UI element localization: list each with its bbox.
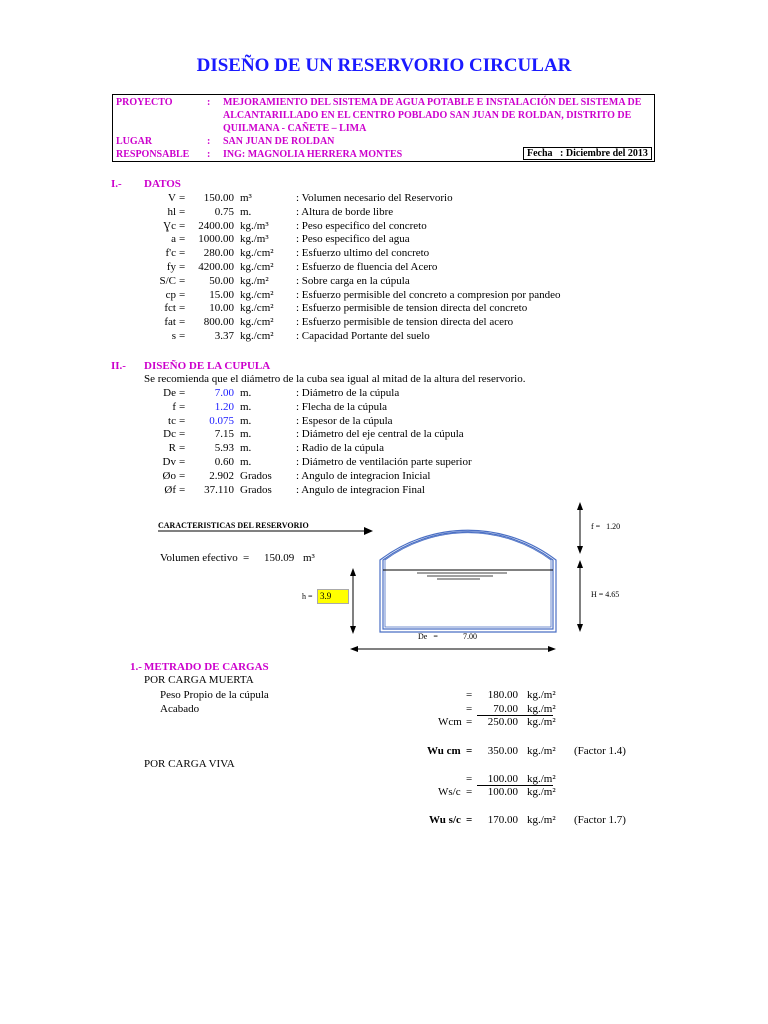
cupula-row-description: : Angulo de integracion Inicial (296, 469, 431, 482)
cupula-row-symbol: Dc (163, 428, 176, 441)
datos-row-eq: = (179, 302, 186, 315)
wu-sc-value: 170.00 (487, 814, 518, 826)
datos-row-symbol: Ɣc (163, 219, 176, 232)
carga-viva-title: POR CARGA VIVA (144, 758, 235, 770)
metrado-number: 1.- (130, 661, 142, 673)
datos-row-description: : Capacidad Portante del suelo (296, 330, 430, 342)
viva-eq: = (466, 773, 473, 785)
datos-row-value: 10.00 (209, 302, 234, 315)
datos-row-value: 15.00 (209, 288, 234, 301)
f-arrow-up (577, 502, 583, 510)
h-arrow-down (350, 626, 356, 634)
datos-row-symbol: cp (165, 288, 176, 301)
viva-value: 100.00 (487, 773, 518, 785)
datos-row-value: 3.37 (214, 330, 234, 342)
datos-row-unit: m³ (240, 192, 252, 204)
section-2-title: DISEÑO DE LA CUPULA (144, 360, 271, 372)
proyecto-label: PROYECTO (116, 97, 173, 108)
proyecto-line-2: ALCANTARILLADO EN EL CENTRO POBLADO SAN JUAN DE ROLDAN, DISTRITO DE (223, 110, 632, 121)
wu-sc-factor: (Factor 1.7) (574, 814, 626, 826)
datos-row-value: 150.00 (203, 192, 234, 204)
cupula-row-eq: = (179, 387, 186, 399)
acabado-label: Acabado (160, 703, 200, 715)
lugar-value: SAN JUAN DE ROLDAN (223, 136, 335, 147)
acabado-eq: = (466, 703, 473, 715)
datos-row-unit: kg./cm² (240, 247, 274, 260)
volumen-efectivo-value: 150.09 (264, 552, 295, 564)
datos-row-eq: = (179, 261, 186, 273)
metrado-title: METRADO DE CARGAS (144, 661, 269, 673)
datos-row-description: : Altura de borde libre (296, 205, 394, 218)
datos-row-symbol: fct (164, 302, 176, 315)
cupula-row-unit: m. (240, 456, 252, 468)
cupula-row-eq: = (179, 469, 186, 482)
datos-row-value: 0.75 (214, 205, 234, 218)
proyecto-line-3: QUILMANA - CAÑETE – LIMA (223, 123, 367, 134)
datos-row-eq: = (179, 274, 186, 287)
cupula-row-value: 1.20 (214, 400, 234, 413)
datos-row-unit: kg./cm² (240, 330, 274, 342)
datos-row-unit: kg./cm² (240, 261, 274, 273)
cupula-row-unit: m. (240, 387, 252, 399)
cupula-row-description: : Flecha de la cúpula (296, 400, 388, 413)
datos-row-eq: = (179, 247, 186, 260)
reservoir-inner-wall-2 (385, 533, 551, 627)
viva-unit: kg./m² (527, 773, 556, 785)
datos-row-unit: kg./m² (240, 274, 269, 287)
datos-row-value: 800.00 (203, 316, 234, 329)
responsable-colon: : (207, 149, 211, 160)
datos-row-symbol: hl (167, 205, 176, 218)
cupula-row-eq: = (179, 483, 186, 496)
cupula-row-unit: m. (240, 442, 252, 455)
label-arrowhead (364, 527, 373, 535)
cupula-row-symbol: Øo (162, 469, 176, 482)
datos-row-symbol: S/C (159, 274, 176, 287)
peso-propio-label: Peso Propio de la cúpula (160, 689, 269, 701)
datos-row-description: : Volumen necesario del Reservorio (296, 192, 453, 204)
datos-row-symbol: fy (166, 261, 176, 273)
wu-cm-factor: (Factor 1.4) (574, 745, 626, 757)
datos-row-description: : Esfuerzo permisible del concreto a compresion por pandeo (296, 288, 561, 301)
cupula-row-eq: = (179, 400, 186, 413)
datos-row-symbol: f'c (165, 247, 176, 260)
responsable-label: RESPONSABLE (116, 149, 190, 160)
cupula-row-eq: = (179, 442, 186, 455)
wcm-value: 250.00 (487, 716, 518, 728)
datos-row-symbol: fat (164, 316, 176, 329)
datos-row-eq: = (179, 316, 186, 329)
wcm-eq: = (466, 716, 473, 728)
h-arrow-up (350, 568, 356, 576)
datos-row-description: : Peso especifico del agua (296, 233, 410, 246)
cupula-row-eq: = (179, 456, 186, 468)
wsc-eq: = (466, 786, 473, 798)
datos-row-value: 4200.00 (198, 261, 234, 273)
cupula-row-value: 0.60 (214, 456, 234, 468)
H-arrow-up (577, 560, 583, 568)
datos-row-eq: = (179, 233, 186, 246)
cupula-row-unit: Grados (240, 483, 272, 496)
h-label: h = (302, 592, 313, 601)
wsc-value: 100.00 (487, 786, 518, 798)
reservoir-diagram (155, 498, 635, 658)
cupula-row-symbol: De (163, 387, 176, 399)
datos-row-symbol: a (171, 233, 176, 246)
peso-propio-eq: = (466, 689, 473, 701)
cupula-row-eq: = (179, 414, 186, 427)
wu-cm-label: Wu cm (427, 745, 461, 757)
cupula-row-description: : Angulo de integracion Final (296, 483, 425, 496)
datos-row-description: : Sobre carga en la cúpula (296, 274, 410, 287)
cupula-row-symbol: tc (168, 414, 176, 427)
peso-propio-unit: kg./m² (527, 689, 556, 701)
De-value: 7.00 (463, 632, 477, 641)
cupula-row-description: : Diámetro de ventilación parte superior (296, 456, 472, 468)
reservoir-inner-wall (383, 532, 553, 629)
proyecto-line-1: MEJORAMIENTO DEL SISTEMA DE AGUA POTABLE E INSTALACIÓN DEL SISTEMA DE (223, 97, 642, 108)
section-2-intro: Se recomienda que el diámetro de la cuba sea igual al mitad de la altura del reservorio. (144, 373, 526, 385)
volumen-efectivo-unit: m³ (303, 552, 315, 564)
datos-row-symbol: V (168, 192, 176, 204)
De-arrow-left (350, 646, 358, 652)
datos-row-unit: kg./cm² (240, 302, 274, 315)
cupula-row-value: 37.110 (204, 483, 234, 496)
datos-row-unit: kg./cm² (240, 316, 274, 329)
f-label: f = 1.20 (591, 522, 621, 531)
f-arrow-down (577, 546, 583, 554)
datos-row-value: 1000.00 (198, 233, 234, 246)
wu-cm-eq: = (466, 745, 473, 757)
cupula-row-value: 5.93 (214, 442, 234, 455)
wu-cm-value: 350.00 (487, 745, 518, 757)
cupula-row-unit: Grados (240, 469, 272, 482)
section-1-number: I.- (111, 178, 122, 190)
cupula-row-value: 7.00 (214, 387, 234, 399)
acabado-value: 70.00 (493, 703, 518, 715)
datos-row-description: : Esfuerzo ultimo del concreto (296, 247, 430, 260)
datos-row-unit: kg./m³ (240, 233, 269, 246)
cupula-row-symbol: Øf (164, 483, 176, 496)
volumen-efectivo-label: Volumen efectivo (160, 552, 238, 564)
datos-row-unit: kg./m³ (240, 219, 269, 232)
datos-row-value: 280.00 (203, 247, 234, 260)
cupula-row-eq: = (179, 428, 186, 441)
De-arrow-right (548, 646, 556, 652)
proyecto-colon: : (207, 97, 211, 108)
h-value-box: 3.9 (317, 589, 349, 604)
cupula-row-description: : Espesor de la cúpula (296, 414, 393, 427)
wu-sc-eq: = (466, 814, 473, 826)
H-arrow-down (577, 624, 583, 632)
wsc-unit: kg./m² (527, 786, 556, 798)
lugar-label: LUGAR (116, 136, 153, 147)
section-1-title: DATOS (144, 178, 181, 190)
cupula-row-value: 0.075 (209, 414, 234, 427)
cupula-row-symbol: Dv (162, 456, 176, 468)
datos-row-value: 50.00 (209, 274, 234, 287)
datos-row-unit: kg./cm² (240, 288, 274, 301)
cupula-row-symbol: f (172, 400, 176, 413)
wu-sc-label: Wu s/c (429, 814, 461, 826)
cupula-row-symbol: R (168, 442, 176, 455)
page-title: DISEÑO DE UN RESERVORIO CIRCULAR (196, 55, 572, 76)
wu-sc-unit: kg./m² (527, 814, 556, 826)
cupula-row-description: : Diámetro del eje central de la cúpula (296, 428, 464, 441)
datos-row-symbol: s (171, 330, 176, 342)
cupula-row-unit: m. (240, 400, 252, 413)
caracteristicas-label: CARACTERISTICAS DEL RESERVORIO (158, 521, 309, 530)
datos-row-eq: = (179, 330, 186, 342)
datos-row-eq: = (179, 205, 186, 218)
wcm-label: Wcm (438, 716, 462, 728)
datos-row-value: 2400.00 (198, 219, 234, 232)
cupula-row-unit: m. (240, 414, 252, 427)
cupula-row-unit: m. (240, 428, 252, 441)
datos-row-description: : Esfuerzo de fluencia del Acero (296, 261, 438, 273)
wsc-label: Ws/c (438, 786, 461, 798)
acabado-unit: kg./m² (527, 703, 556, 715)
De-label: De = (418, 632, 438, 641)
peso-propio-value: 180.00 (487, 689, 518, 701)
responsable-value: ING: MAGNOLIA HERRERA MONTES (223, 149, 403, 160)
cupula-row-description: : Radio de la cúpula (296, 442, 384, 455)
datos-row-eq: = (179, 219, 186, 232)
cupula-row-value: 2.902 (209, 469, 234, 482)
wcm-unit: kg./m² (527, 716, 556, 728)
cupula-row-description: : Diámetro de la cúpula (296, 387, 400, 399)
datos-row-eq: = (179, 288, 186, 301)
cupula-row-value: 7.15 (214, 428, 234, 441)
datos-row-description: : Esfuerzo permisible de tension directa del acero (296, 316, 514, 329)
lugar-colon: : (207, 136, 211, 147)
wu-cm-unit: kg./m² (527, 745, 556, 757)
H-label: H = 4.65 (591, 590, 620, 599)
datos-row-eq: = (179, 192, 186, 204)
datos-row-description: : Peso especifico del concreto (296, 219, 427, 232)
datos-row-unit: m. (240, 205, 252, 218)
datos-row-description: : Esfuerzo permisible de tension directa del concreto (296, 302, 528, 315)
volumen-efectivo-eq: = (243, 552, 250, 564)
carga-muerta-title: POR CARGA MUERTA (144, 674, 254, 686)
section-2-number: II.- (111, 360, 126, 372)
fecha-box: Fecha : Diciembre del 2013 (523, 147, 652, 160)
